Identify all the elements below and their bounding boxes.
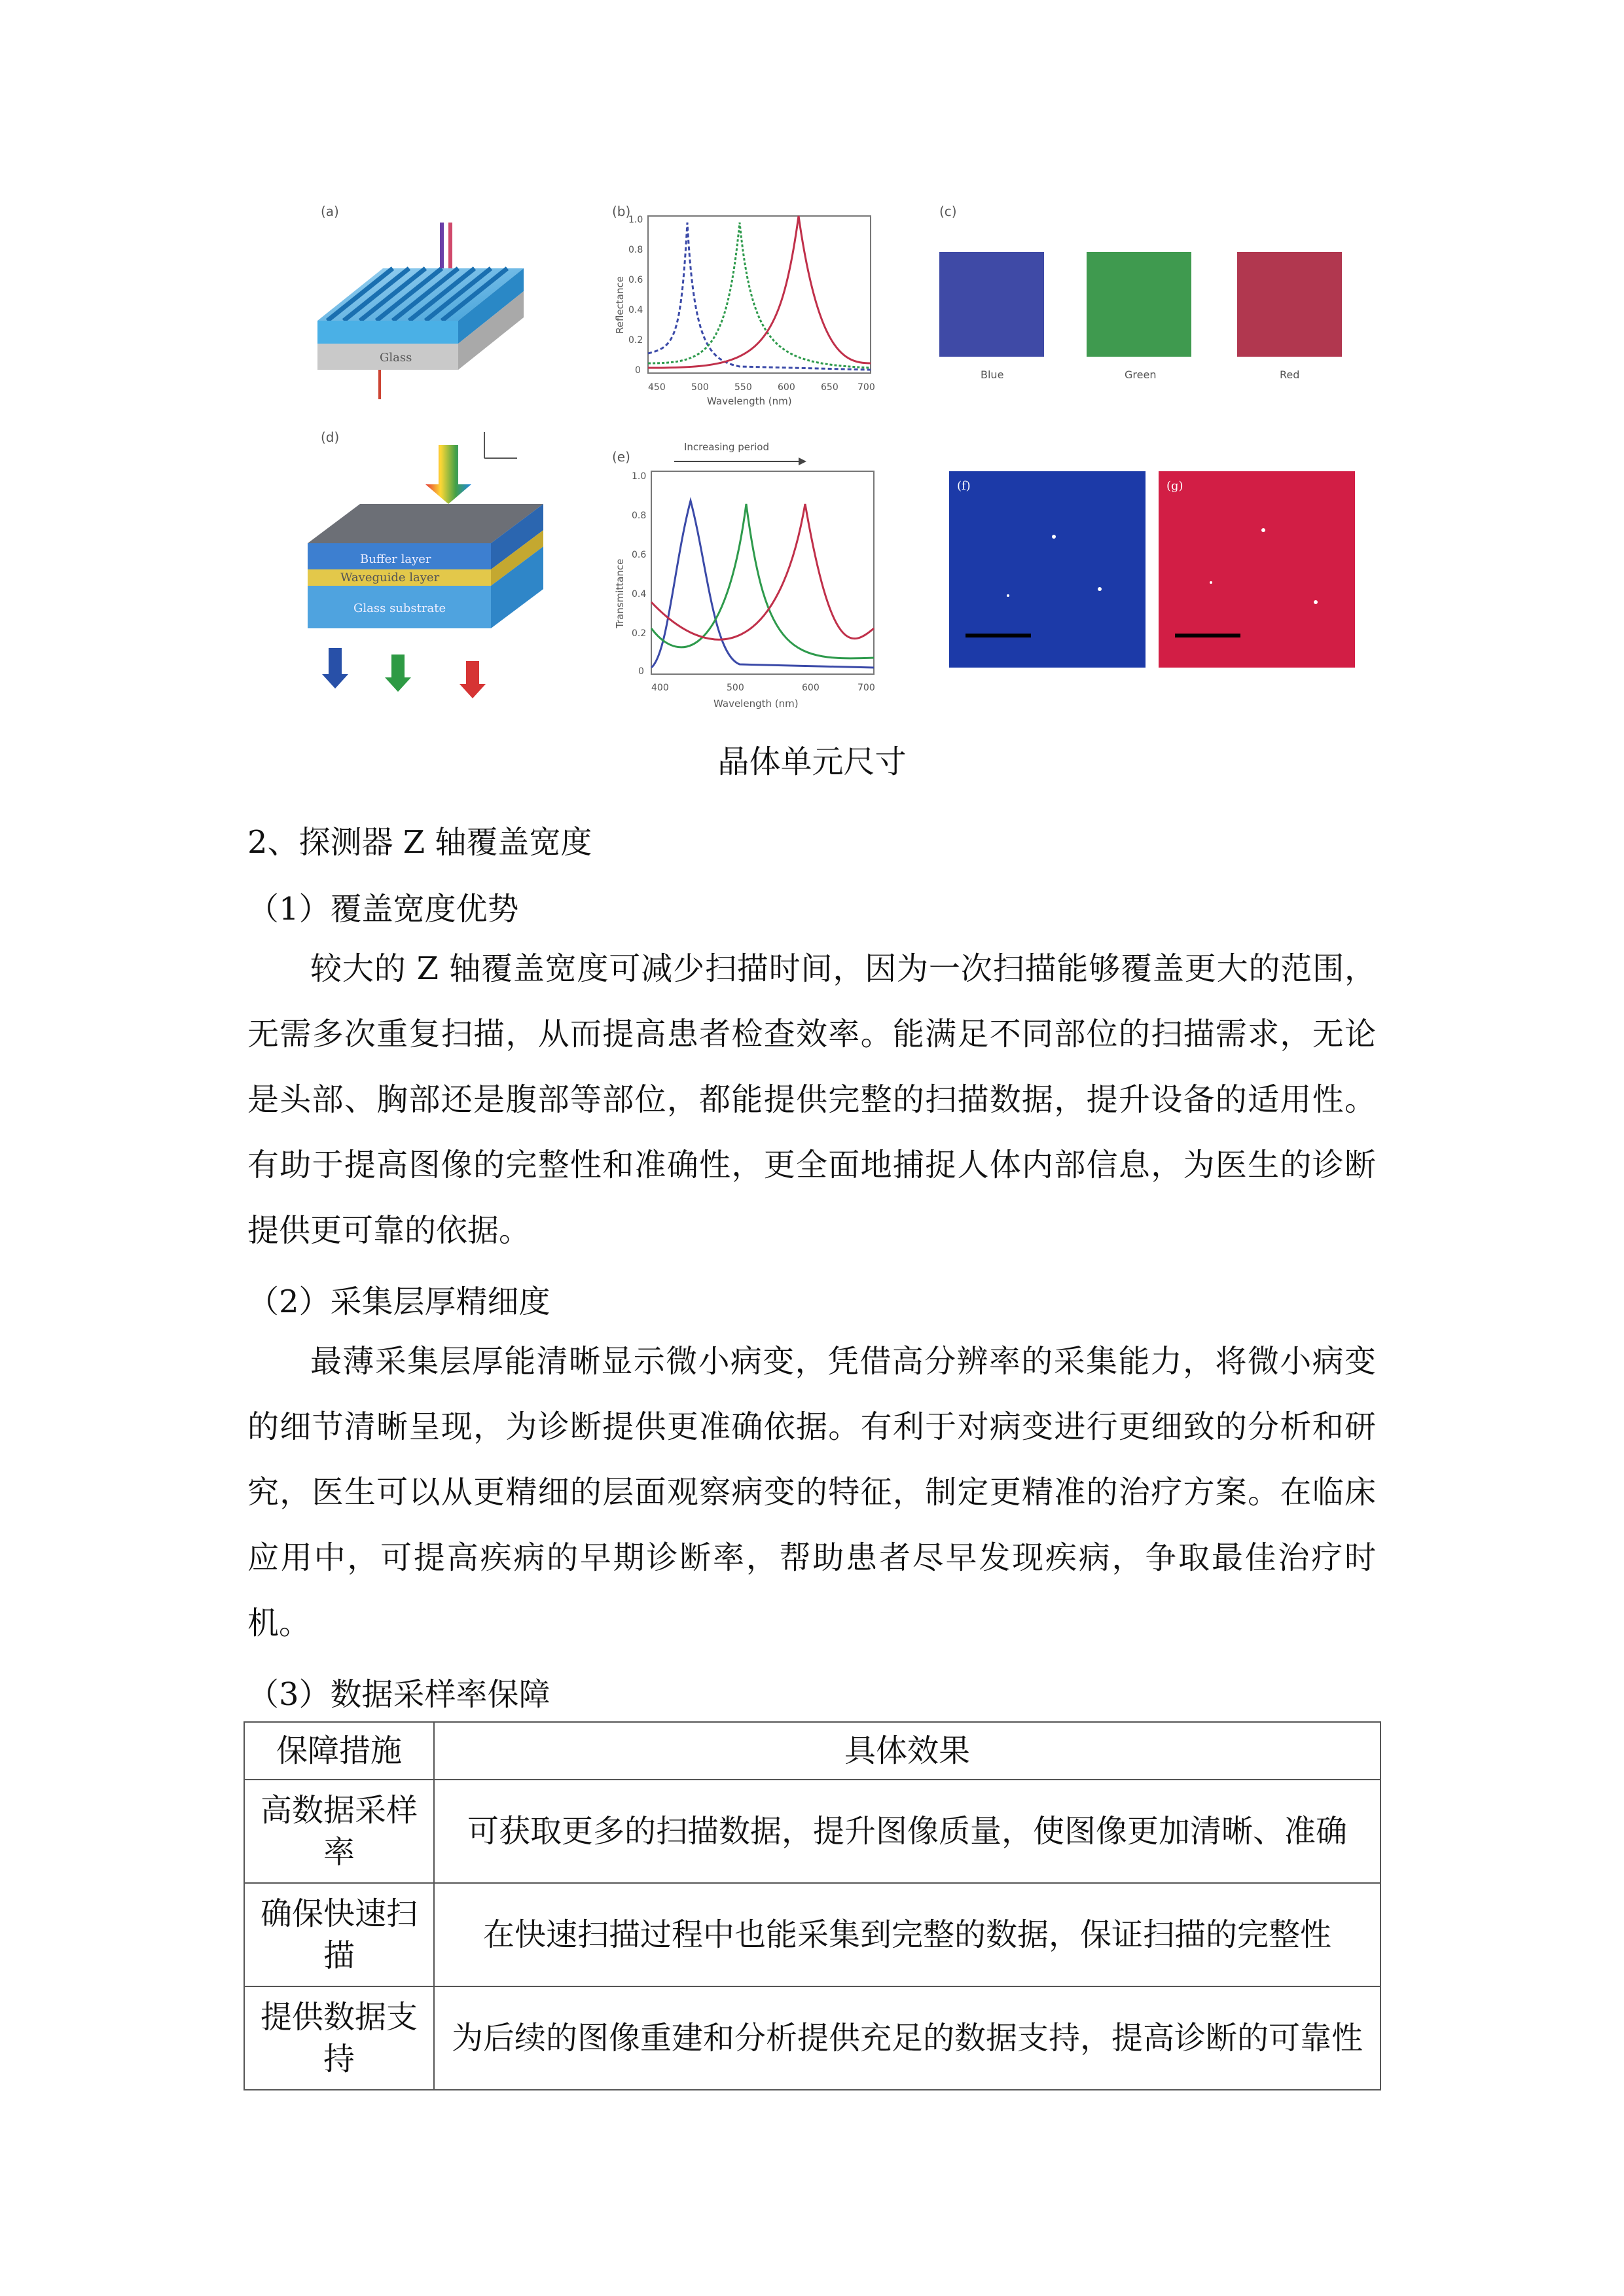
e-ytick-1: 1.0	[632, 471, 647, 482]
b-ytick-2: 0.8	[628, 245, 643, 255]
figure-caption: 晶体单元尺寸	[717, 744, 907, 780]
table-row	[244, 1883, 1380, 1986]
table-cell-measure: 提供数据支持	[244, 1986, 434, 2090]
e-ylabel: Transmittance	[614, 558, 626, 628]
swatch-green-label: Green	[1125, 368, 1157, 381]
panel-label-b: (b)	[612, 204, 631, 219]
panel-f-blue-micrograph	[949, 471, 1146, 668]
panel-c-color-swatches	[939, 204, 1342, 381]
increasing-period-label: Increasing period	[684, 441, 769, 453]
glass-label: Glass	[380, 351, 412, 365]
table-cell-measure: 高数据采样率	[244, 1780, 434, 1883]
e-xtick-3: 600	[802, 683, 820, 693]
e-xtick-2: 500	[727, 683, 744, 693]
panel-d-layer-diagram	[308, 429, 543, 698]
b-xtick-2: 500	[691, 382, 709, 393]
swatch-green	[1087, 252, 1191, 357]
swatch-blue-label: Blue	[981, 368, 1004, 381]
b-ytick-4: 0.4	[628, 305, 643, 315]
e-ytick-3: 0.6	[632, 550, 647, 560]
e-xlabel: Wavelength (nm)	[713, 698, 799, 709]
subsection-heading-3: （3）数据采样率保障	[247, 1676, 550, 1713]
e-ytick-6: 0	[638, 666, 644, 677]
buffer-layer-label: Buffer layer	[360, 552, 431, 566]
section-heading: 2、探测器 Z 轴覆盖宽度	[247, 824, 592, 861]
panel-b-reflectance-plot	[612, 204, 875, 407]
b-xtick-1: 450	[648, 382, 666, 393]
table-header-row	[244, 1722, 1380, 1780]
panel-label-c: (c)	[939, 204, 957, 219]
b-xlabel: Wavelength (nm)	[707, 395, 792, 407]
table-row	[244, 1986, 1380, 2090]
table-header-measure: 保障措施	[244, 1722, 434, 1780]
e-ytick-5: 0.2	[632, 628, 647, 639]
panel-label-a: (a)	[321, 204, 339, 219]
panel-g-red-micrograph	[1159, 471, 1355, 668]
table-cell-effect: 可获取更多的扫描数据，提升图像质量，使图像更加清晰、准确	[434, 1780, 1380, 1883]
e-xtick-4: 700	[857, 683, 875, 693]
b-ytick-3: 0.6	[628, 275, 643, 285]
subsection-heading-1: （1）覆盖宽度优势	[247, 891, 519, 927]
paragraph-slice-thickness: 最薄采集层厚能清晰显示微小病变，凭借高分辨率的采集能力，将微小病变的细节清晰呈现，为诊断提供更准确依据。有利于对病变进行更细致的分析和研究，医生可以从更精细的层面观察病变的特征，制定更精准的治疗方案。在临床应用中，可提高疾病的早期诊断率，帮助患者尽早发现疾病，争取最佳治疗时机。	[247, 1343, 1376, 1641]
table-cell-measure: 确保快速扫描	[244, 1883, 434, 1986]
panel-label-d: (d)	[321, 429, 340, 445]
swatch-blue	[939, 252, 1044, 357]
panel-label-f: (f)	[957, 479, 971, 493]
swatch-red	[1237, 252, 1342, 357]
table-row	[244, 1780, 1380, 1883]
sampling-rate-table	[244, 1721, 1381, 2090]
table-cell-effect: 在快速扫描过程中也能采集到完整的数据，保证扫描的完整性	[434, 1883, 1380, 1986]
subsection-heading-2: （2）采集层厚精细度	[247, 1283, 550, 1320]
e-xtick-1: 400	[651, 683, 669, 693]
e-ytick-4: 0.4	[632, 589, 647, 600]
e-ytick-2: 0.8	[632, 511, 647, 521]
b-ytick-1: 1.0	[628, 215, 643, 225]
b-ylabel: Reflectance	[614, 276, 626, 334]
panel-label-e: (e)	[612, 449, 630, 465]
paragraph-coverage-advantage: 较大的 Z 轴覆盖宽度可减少扫描时间，因为一次扫描能够覆盖更大的范围，无需多次重复扫描，从而提高患者检查效率。能满足不同部位的扫描需求，无论是头部、胸部还是腹部等部位，都能提供完整的扫描数据，提升设备的适用性。有助于提高图像的完整性和准确性，更全面地捕捉人体内部信息，为医生的诊断提供更可靠的依据。	[247, 950, 1376, 1249]
panel-e-transmittance-plot	[612, 441, 875, 709]
crystal-unit-figure	[281, 196, 1368, 713]
b-xtick-3: 550	[734, 382, 752, 393]
waveguide-layer-label: Waveguide layer	[340, 571, 440, 584]
b-ytick-6: 0	[635, 365, 641, 376]
b-xtick-4: 600	[778, 382, 795, 393]
panel-label-g: (g)	[1166, 479, 1183, 493]
swatch-red-label: Red	[1280, 368, 1300, 381]
table-cell-effect: 为后续的图像重建和分析提供充足的数据支持，提高诊断的可靠性	[434, 1986, 1380, 2090]
b-xtick-6: 700	[857, 382, 875, 393]
table-header-effect: 具体效果	[434, 1722, 1380, 1780]
b-xtick-5: 650	[821, 382, 839, 393]
b-ytick-5: 0.2	[628, 335, 643, 346]
panel-a-grating-diagram	[317, 204, 524, 399]
glass-substrate-label: Glass substrate	[353, 601, 446, 615]
